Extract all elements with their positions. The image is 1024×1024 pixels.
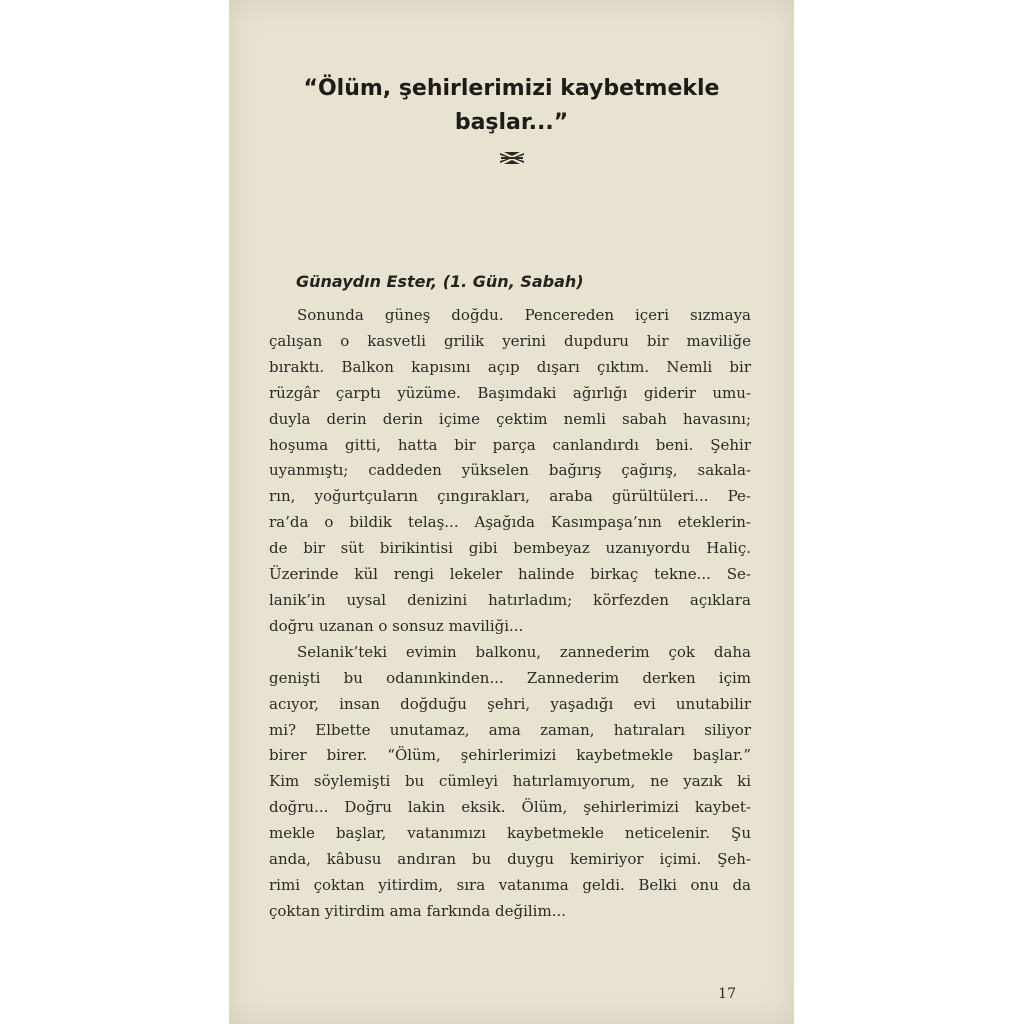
text-line: uyanmıştı; caddeden yükselen bağırış çağırış, sakala-: [269, 461, 751, 480]
chapter-title: [269, 72, 754, 140]
text-line: mi? Elbette unutamaz, ama zaman, hatıraları siliyor: [269, 720, 751, 739]
text-line: Üzerinde kül rengi lekeler halinde birkaç tekne... Se-: [269, 565, 751, 584]
entry-heading: Günaydın Ester, (1. Gün, Sabah): [296, 272, 584, 291]
text-line: hoşuma gitti, hatta bir parça canlandırdı beni. Şehir: [269, 435, 751, 454]
text-line: de bir süt birikintisi gibi bembeyaz uzanıyordu Haliç.: [269, 539, 751, 558]
text-line: acıyor, insan doğduğu şehri, yaşadığı evi unutabilir: [269, 694, 751, 713]
text-line: Kim söylemişti bu cümleyi hatırlamıyorum, ne yazık ki: [269, 772, 751, 791]
text-line: duyla derin derin içime çektim nemli sabah havasını;: [269, 409, 751, 428]
chapter-title-line-2: başlar...”: [454, 110, 569, 135]
paragraph-2: [269, 640, 751, 925]
text-line: doğru uzanan o sonsuz maviliği...: [269, 616, 524, 635]
text-line: çoktan yitirdim ama farkında değilim...: [269, 901, 566, 920]
text-line: doğru... Doğru lakin eksik. Ölüm, şehirlerimizi kaybet-: [269, 798, 751, 817]
book-page: [229, 0, 794, 1024]
text-line: lanik’in uysal denizini hatırladım; körfezden açıklara: [269, 590, 751, 609]
text-line: çalışan o kasvetli grilik yerini dupduru bir maviliğe: [269, 331, 751, 350]
text-line: mekle başlar, vatanımızı kaybetmekle neticelenir. Şu: [269, 824, 751, 843]
chapter-title-line-1: “Ölüm, şehirlerimizi kaybetmekle: [303, 76, 720, 101]
text-line: Sonunda güneş doğdu. Pencereden içeri sızmaya: [297, 306, 751, 324]
text-line: genişti bu odanınkinden... Zannederim derken içim: [269, 668, 751, 687]
text-line: anda, kâbusu andıran bu duygu kemiriyor içimi. Şeh-: [269, 850, 751, 869]
text-line: rüzgâr çarptı yüzüme. Başımdaki ağırlığı giderir umu-: [269, 383, 751, 402]
text-line: bıraktı. Balkon kapısını açıp dışarı çıktım. Nemli bir: [269, 357, 751, 376]
ornament-divider-icon: [499, 150, 525, 169]
text-line: ra’da o bildik telaş... Aşağıda Kasımpaşa’nın eteklerin-: [269, 513, 751, 532]
body-text: [269, 303, 751, 925]
text-line: rın, yoğurtçuların çıngırakları, araba gürültüleri... Pe-: [269, 487, 751, 506]
paragraph-1: [269, 303, 751, 640]
text-line: Selanik’teki evimin balkonu, zannederim çok daha: [297, 642, 751, 661]
text-line: rimi çoktan yitirdim, sıra vatanıma geldi. Belki onu da: [269, 875, 751, 894]
page-number: 17: [718, 986, 736, 1002]
text-line: birer birer. “Ölüm, şehirlerimizi kaybetmekle başlar.”: [269, 746, 751, 765]
